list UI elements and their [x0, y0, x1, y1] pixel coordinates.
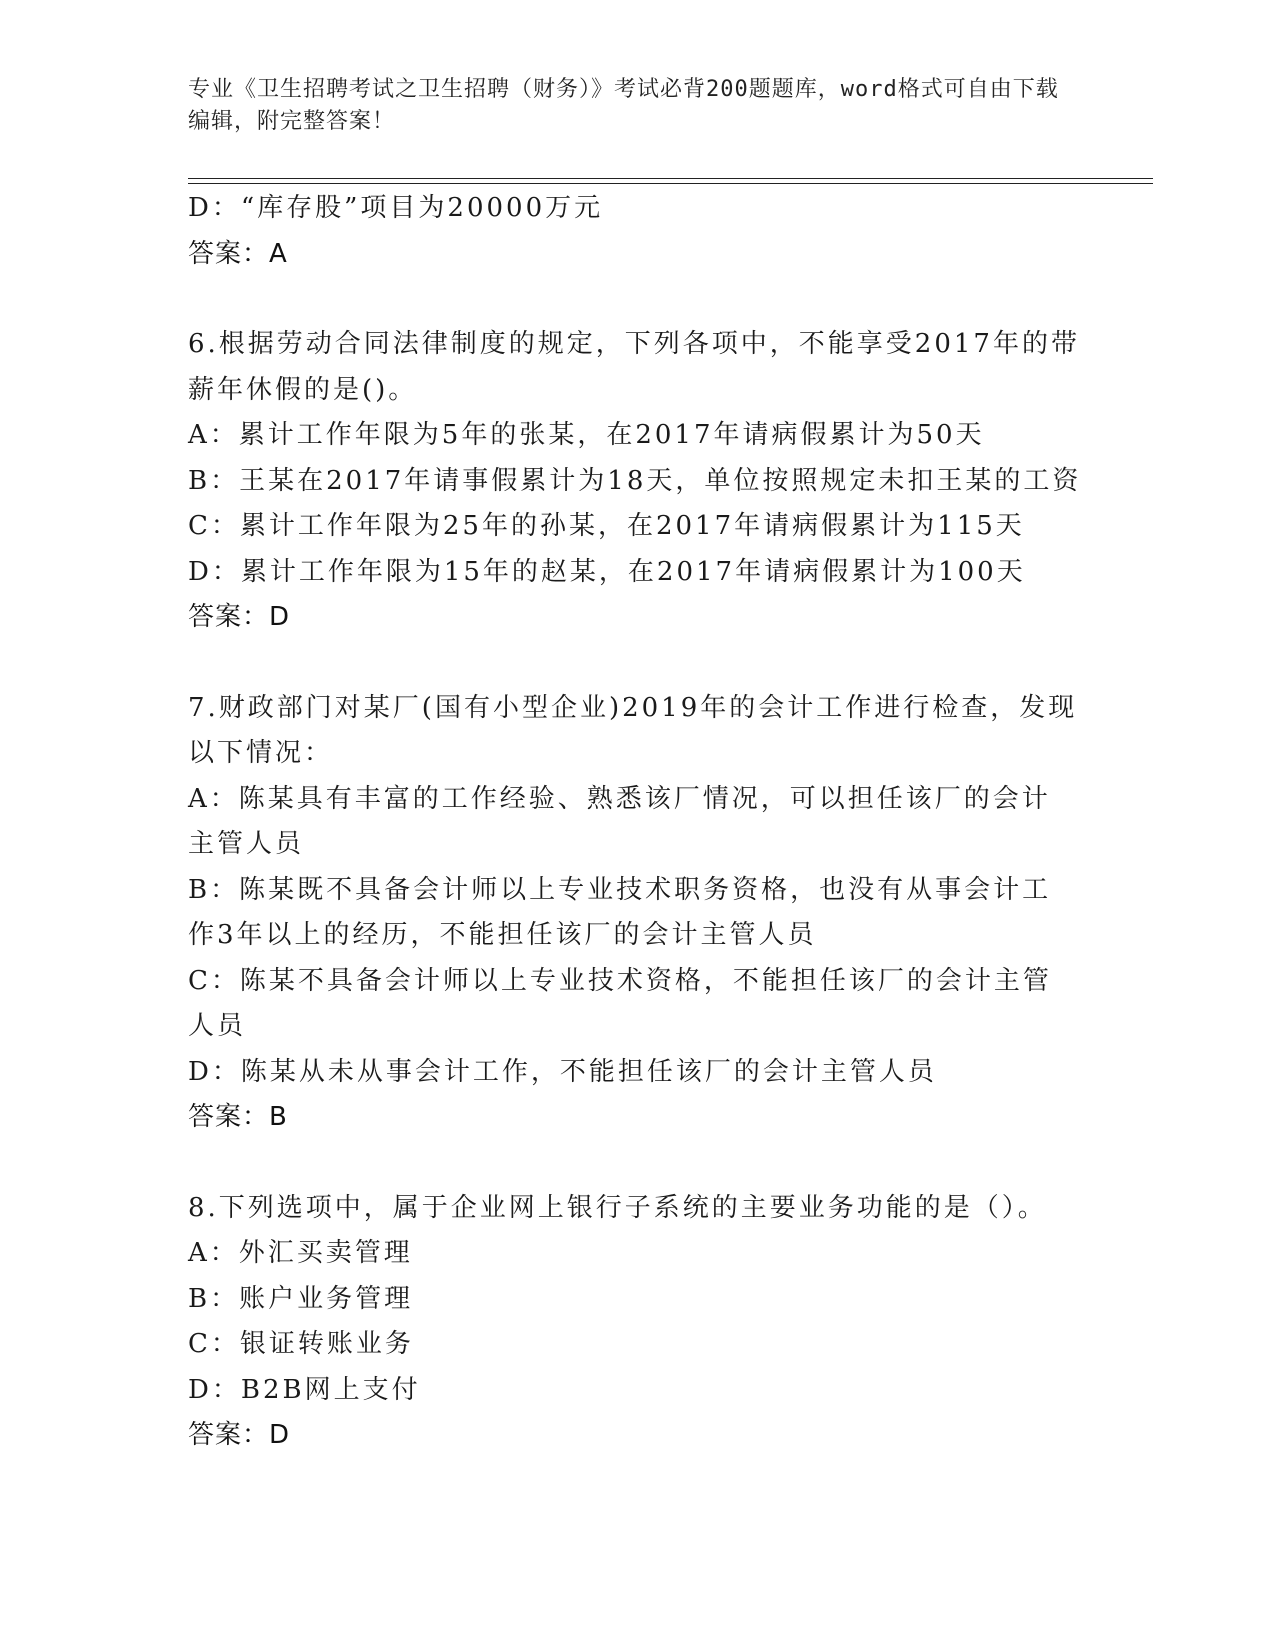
option-a: A：陈某具有丰富的工作经验、熟悉该厂情况，可以担任该厂的会计主管人员: [188, 783, 1051, 859]
question-stem-continued: 薪年休假的是()。: [188, 374, 418, 405]
question-stem: 8.下列选项中，属于企业网上银行子系统的主要业务功能的是（）。: [188, 1192, 1047, 1223]
option-b: B：陈某既不具备会计师以上专业技术职务资格，也没有从事会计工作3年以上的经历，不能担任该厂的会计主管人员: [188, 874, 1052, 950]
option-b: B：王某在2017年请事假累计为18天，单位按照规定未扣王某的工资: [188, 465, 1082, 496]
option-b: B：账户业务管理: [188, 1283, 414, 1314]
answer-line: 答案：A: [188, 238, 288, 269]
question-stem: 7.财政部门对某厂(国有小型企业)2019年的会计工作进行检查，发现: [188, 692, 1078, 723]
option-d: D：“库存股”项目为20000万元: [188, 193, 604, 223]
question-stem: 6.根据劳动合同法律制度的规定，下列各项中，不能享受2017年的带: [188, 329, 1080, 359]
option-a: A：累计工作年限为5年的张某，在2017年请病假累计为50天: [188, 420, 985, 450]
answer-line: 答案：D: [188, 602, 291, 632]
question-7: [188, 686, 1088, 1141]
option-c: C：陈某不具备会计师以上专业技术资格，不能担任该厂的会计主管人员: [188, 965, 1052, 1041]
option-d: D：陈某从未从事会计工作，不能担任该厂的会计主管人员: [188, 1056, 937, 1087]
option-c: C：银证转账业务: [188, 1329, 414, 1359]
question-stem-continued: 以下情况：: [188, 738, 334, 768]
option-d: D：累计工作年限为15年的赵某，在2017年请病假累计为100天: [188, 556, 1026, 587]
document-body: [188, 186, 1088, 1459]
answer-line: 答案：D: [188, 1420, 291, 1450]
page-header: 专业《卫生招聘考试之卫生招聘（财务）》考试必背200题题库，word格式可自由下载编辑，附完整答案！: [188, 77, 1059, 134]
header-divider-double: [188, 183, 1153, 184]
answer-line: 答案：B: [188, 1102, 288, 1132]
question-8: [188, 1186, 1088, 1459]
question-6: [188, 322, 1088, 641]
question-5-tail: [188, 186, 1088, 277]
option-a: A：外汇买卖管理: [188, 1238, 413, 1268]
option-c: C：累计工作年限为25年的孙某，在2017年请病假累计为115天: [188, 511, 1025, 541]
header-divider: [188, 178, 1153, 179]
option-d: D：B2B网上支付: [188, 1374, 421, 1405]
